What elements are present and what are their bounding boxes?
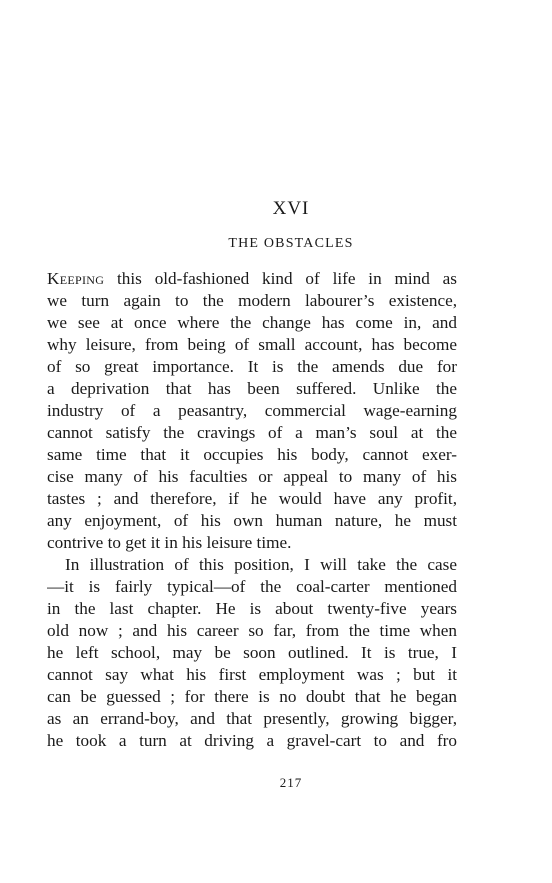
paragraph-1 bbox=[47, 268, 457, 554]
text-line: he left school, may be soon outlined. It is true, I bbox=[47, 643, 457, 662]
text-line: tastes ; and therefore, if he would have any profit, bbox=[47, 489, 457, 508]
text-line: can be guessed ; for there is no doubt that he began bbox=[47, 687, 457, 706]
text-line: contrive to get it in his leisure time. bbox=[47, 533, 292, 552]
text-line: cise many of his faculties or appeal to many of his bbox=[47, 467, 457, 486]
text-line: In illustration of this position, I will take the case bbox=[65, 555, 457, 574]
text-line: industry of a peasantry, commercial wage-earning bbox=[47, 401, 457, 420]
text-line: old now ; and his career so far, from the time when bbox=[47, 621, 457, 640]
text-line: cannot say what his first employment was ; but it bbox=[47, 665, 457, 684]
text-line-rest: this old-fashioned kind of life in mind as bbox=[104, 269, 457, 288]
body-text bbox=[47, 268, 457, 752]
text-line: of so great importance. It is the amends due for bbox=[47, 357, 457, 376]
chapter-number: XVI bbox=[272, 198, 310, 219]
text-line: same time that it occupies his body, cannot exer- bbox=[47, 445, 457, 464]
text-line: we see at once where the change has come in, and bbox=[47, 313, 457, 332]
opening-word: Keeping bbox=[47, 269, 105, 288]
text-line: in the last chapter. He is about twenty-five years bbox=[47, 599, 457, 618]
text-line: we turn again to the modern labourer’s existence, bbox=[47, 291, 457, 310]
chapter-title: THE OBSTACLES bbox=[228, 236, 354, 251]
text-line: any enjoyment, of his own human nature, he must bbox=[47, 511, 457, 530]
text-line: —it is fairly typical—of the coal-carter mentioned bbox=[47, 577, 457, 596]
paragraph-2 bbox=[47, 554, 457, 752]
text-line: he took a turn at driving a gravel-cart to and fro bbox=[47, 731, 457, 750]
page-number: 217 bbox=[279, 775, 303, 790]
text-line: a deprivation that has been suffered. Unlike the bbox=[47, 379, 457, 398]
text-line: as an errand-boy, and that presently, growing bigger, bbox=[47, 709, 457, 728]
text-line bbox=[47, 268, 457, 290]
text-line: cannot satisfy the cravings of a man’s soul at the bbox=[47, 423, 457, 442]
text-line: why leisure, from being of small account, has become bbox=[47, 335, 457, 354]
